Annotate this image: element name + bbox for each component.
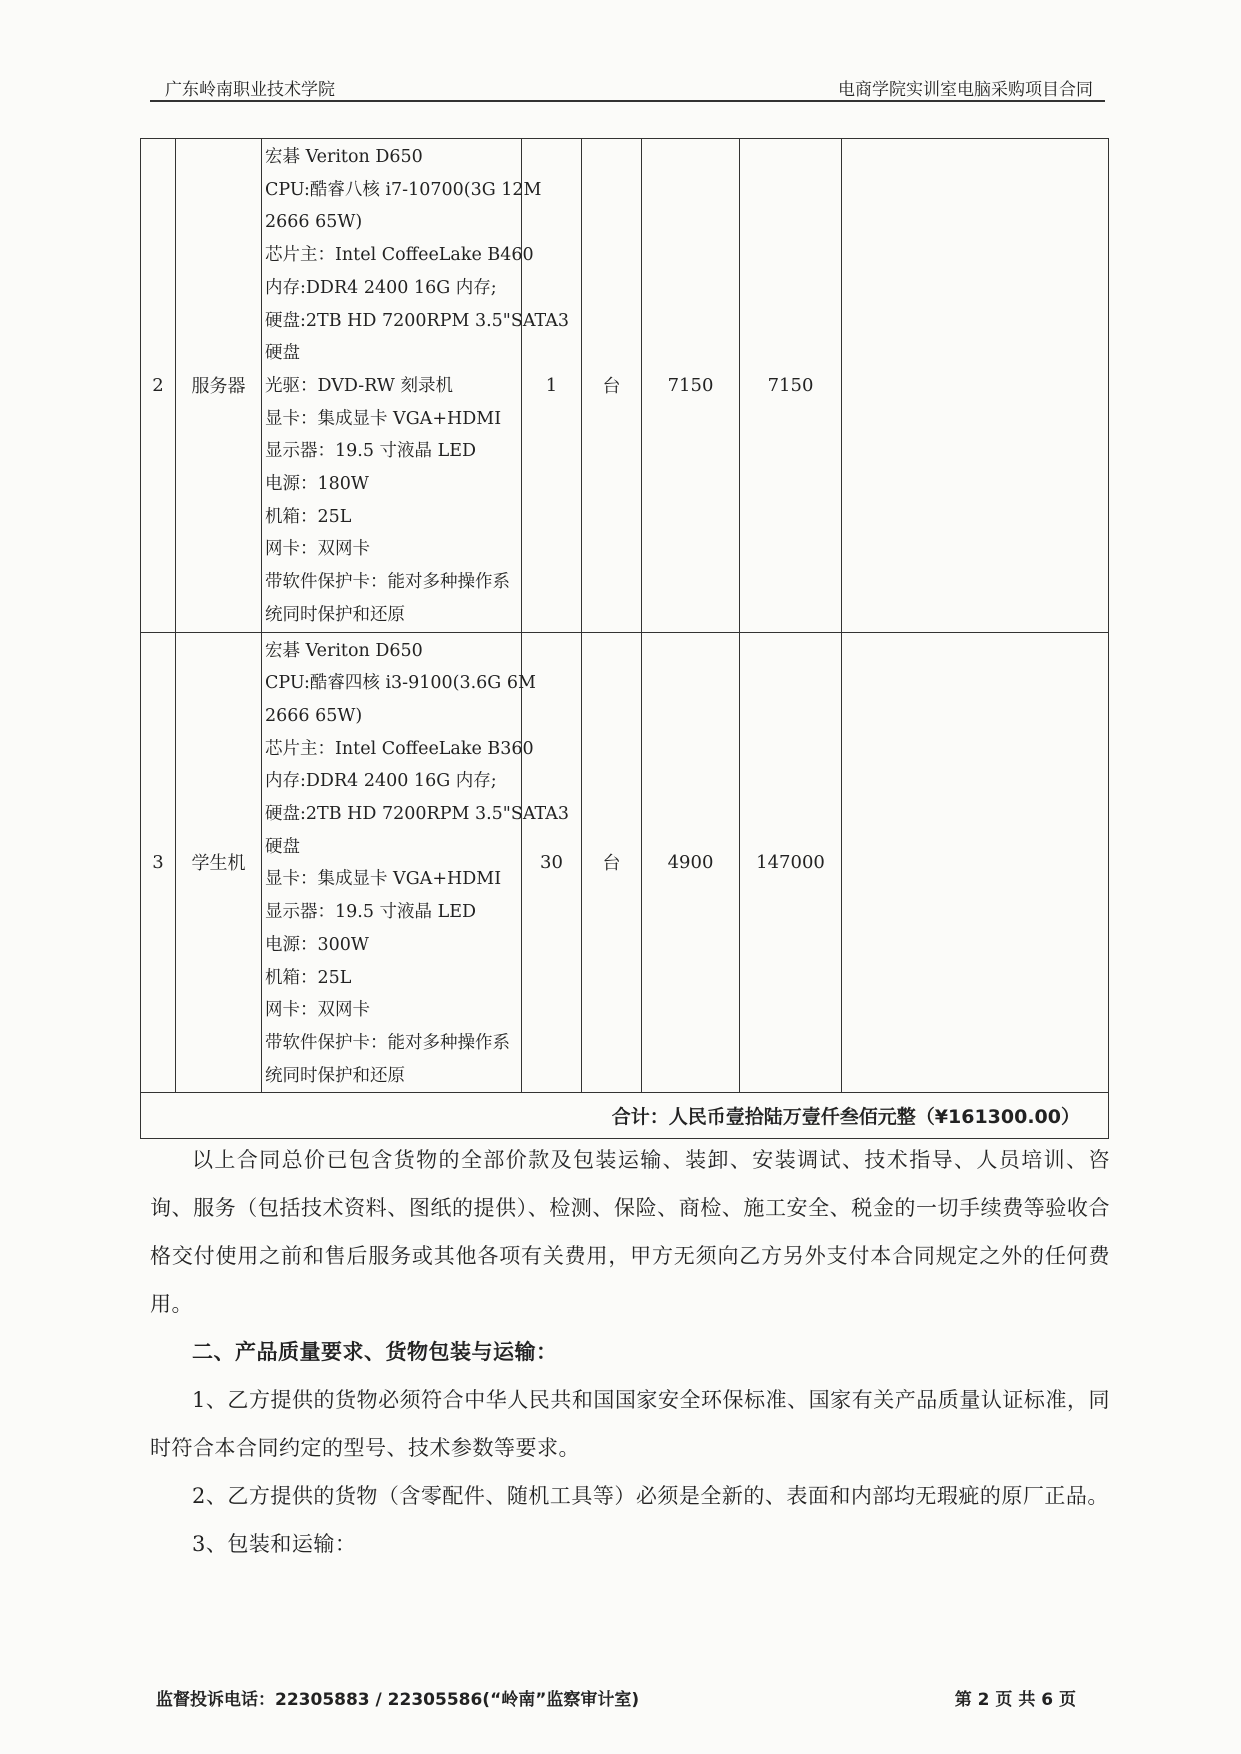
spec-line: 显示器：19.5 寸液晶 LED [265, 902, 477, 923]
item-unit: 台 [582, 632, 642, 1093]
spec-line: 网卡：双网卡 [265, 1000, 370, 1021]
spec-line: 带软件保护卡：能对多种操作系 [265, 1032, 510, 1053]
spec-line: 芯片主：Intel CoffeeLake B460 [265, 245, 534, 266]
spec-line: 光驱：DVD-RW 刻录机 [265, 375, 453, 396]
spec-line: 宏碁 Veriton D650 [265, 640, 423, 661]
item-name: 学生机 [176, 632, 262, 1093]
spec-line: 统同时保护和还原 [265, 604, 405, 625]
spec-line: 硬盘:2TB HD 7200RPM 3.5"SATA3 [265, 310, 569, 331]
price-clause: 以上合同总价已包含货物的全部价款及包装运输、装卸、安装调试、技术指导、人员培训、咨询、服务（包括技术资料、图纸的提供）、检测、保险、商检、施工安全、税金的一切手续费等验收合格交付使用之前和售后服务或其他各项有关费用，甲方无须向乙方另外支付本合同规定之外的任何费用。 [150, 1148, 1110, 1316]
item-unit-price: 7150 [642, 139, 740, 633]
page-footer [156, 1685, 1076, 1715]
contract-body [150, 1136, 1110, 1568]
spec-line: 硬盘 [265, 343, 300, 364]
page-number: 第 2 页 共 6 页 [954, 1690, 1076, 1710]
table-row [141, 632, 1109, 1093]
spec-line: 电源：300W [265, 934, 369, 955]
spec-line: 统同时保护和还原 [265, 1065, 405, 1086]
complaint-phone: 监督投诉电话：22305883 / 22305586(“岭南”监察审计室) [156, 1690, 640, 1710]
spec-line: CPU:酷睿八核 i7-10700(3G 12M [265, 179, 542, 200]
item-total: 7150 [740, 139, 842, 633]
item-number: 2 [141, 139, 176, 633]
spec-line: 芯片主：Intel CoffeeLake B360 [265, 738, 534, 759]
quality-clause-3: 3、包装和运输： [192, 1532, 357, 1556]
spec-line: 内存:DDR4 2400 16G 内存; [265, 771, 497, 792]
spec-line: 带软件保护卡：能对多种操作系 [265, 572, 510, 593]
spec-line: 硬盘:2TB HD 7200RPM 3.5"SATA3 [265, 804, 569, 825]
institution-name: 广东岭南职业技术学院 [165, 80, 335, 100]
item-unit: 台 [582, 139, 642, 633]
procurement-table [140, 138, 1109, 1139]
spec-line: 宏碁 Veriton D650 [265, 147, 423, 167]
spec-line: 网卡：双网卡 [265, 539, 370, 560]
item-remark [842, 632, 1109, 1093]
item-quantity: 1 [522, 139, 582, 633]
item-specs [262, 139, 569, 633]
spec-line: 显卡：集成显卡 VGA+HDMI [265, 869, 502, 890]
spec-line: 2666 65W) [265, 705, 363, 726]
grand-total: 合计：人民币壹拾陆万壹仟叁佰元整（¥161300.00） [141, 1093, 1109, 1139]
spec-line: CPU:酷睿四核 i3-9100(3.6G 6M [265, 673, 536, 694]
item-total: 147000 [740, 632, 842, 1093]
item-remark [842, 139, 1109, 633]
spec-line: 机箱：25L [265, 967, 352, 988]
item-quantity: 30 [522, 632, 582, 1093]
section-heading: 二、产品质量要求、货物包装与运输： [192, 1340, 558, 1364]
item-unit-price: 4900 [642, 632, 740, 1093]
quality-clause-2: 2、乙方提供的货物（含零配件、随机工具等）必须是全新的、表面和内部均无瑕疵的原厂正品。 [192, 1484, 1109, 1508]
page-header [150, 72, 1105, 102]
table-row [141, 139, 1109, 633]
contract-title: 电商学院实训室电脑采购项目合同 [838, 80, 1093, 100]
quality-clause-1: 1、乙方提供的货物必须符合中华人民共和国国家安全环保标准、国家有关产品质量认证标准，同时符合本合同约定的型号、技术参数等要求。 [150, 1388, 1110, 1460]
item-name: 服务器 [176, 139, 262, 633]
spec-line: 电源：180W [265, 474, 369, 495]
spec-line: 显卡：集成显卡 VGA+HDMI [265, 408, 502, 429]
table-total-row [141, 1093, 1109, 1139]
spec-line: 硬盘 [265, 836, 300, 857]
spec-line: 2666 65W) [265, 212, 363, 233]
spec-line: 内存:DDR4 2400 16G 内存; [265, 277, 497, 298]
item-number: 3 [141, 632, 176, 1093]
spec-line: 显示器：19.5 寸液晶 LED [265, 441, 477, 462]
item-specs [262, 632, 569, 1093]
spec-line: 机箱：25L [265, 506, 352, 527]
